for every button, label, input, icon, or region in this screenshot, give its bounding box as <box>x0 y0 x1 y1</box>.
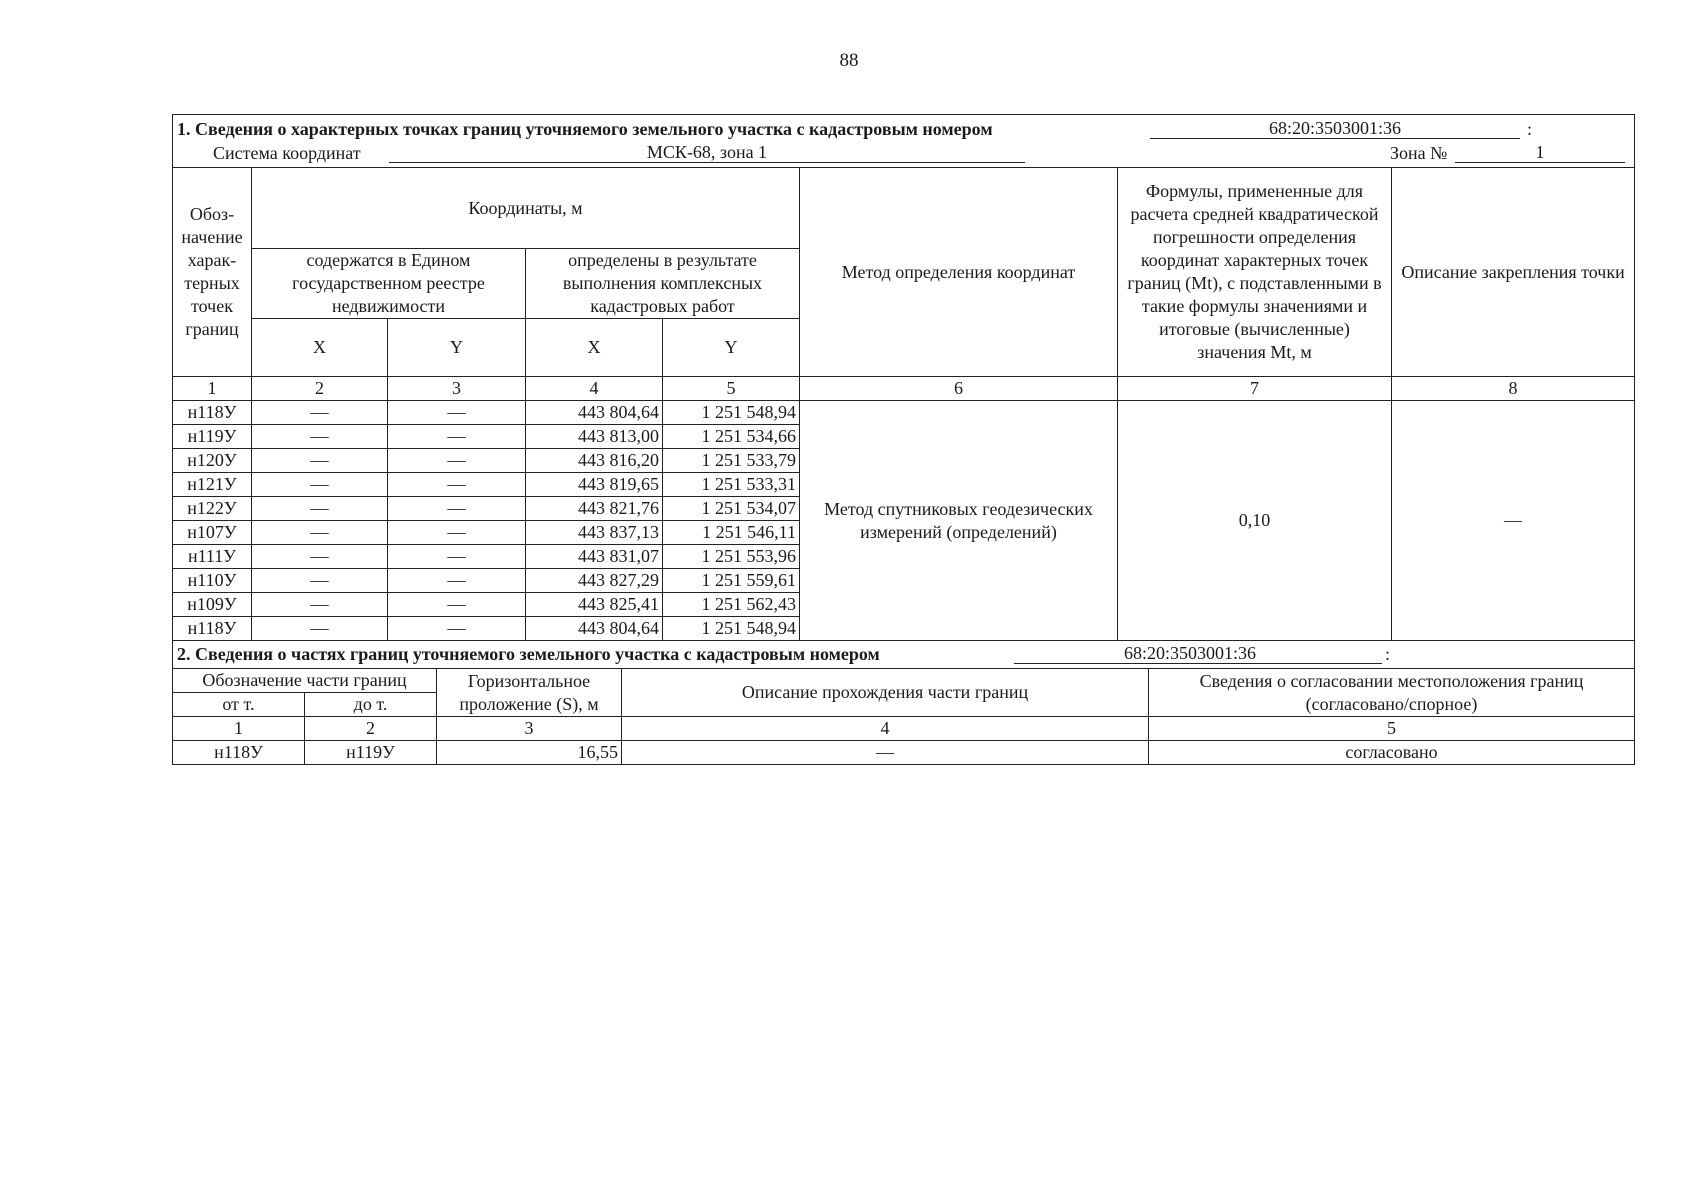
section2-cadastral-number: 68:20:3503001:36 <box>1014 643 1382 664</box>
col-number: 3 <box>437 717 622 741</box>
point-id: н111У <box>173 545 252 569</box>
horizontal-distance: 16,55 <box>437 741 622 765</box>
x-determined: 443 837,13 <box>526 521 663 545</box>
y-egrn: — <box>388 449 526 473</box>
header-formulas: Формулы, примененные для расчета средней квадратической погрешности определения координат характерных точек границ (Mt), с подставленными в такие формулы значениями и итоговые (вычисленные) значения Mt, м <box>1118 168 1392 377</box>
x-egrn: — <box>252 617 388 641</box>
point-id: н122У <box>173 497 252 521</box>
header-x1: X <box>252 319 388 377</box>
y-egrn: — <box>388 617 526 641</box>
table-row <box>173 401 1635 425</box>
point-id: н118У <box>173 401 252 425</box>
col-number: 4 <box>622 717 1149 741</box>
x-determined: 443 819,65 <box>526 473 663 497</box>
header-part-designation: Обозначение части границ <box>173 669 437 693</box>
x-egrn: — <box>252 497 388 521</box>
point-id: н118У <box>173 617 252 641</box>
method-value: Метод спутниковых геодезических измерений (определений) <box>800 401 1118 641</box>
x-egrn: — <box>252 593 388 617</box>
x-egrn: — <box>252 521 388 545</box>
section2-table <box>172 640 1635 765</box>
point-id: н119У <box>173 425 252 449</box>
col-number: 1 <box>173 717 305 741</box>
x-egrn: — <box>252 569 388 593</box>
page-number: 88 <box>839 50 859 71</box>
x-egrn: — <box>252 425 388 449</box>
header-y1: Y <box>388 319 526 377</box>
y-egrn: — <box>388 401 526 425</box>
coord-system-label: Система координат <box>213 143 361 163</box>
y-determined: 1 251 534,66 <box>663 425 800 449</box>
header-to: до т. <box>305 693 437 717</box>
y-egrn: — <box>388 521 526 545</box>
col-number: 2 <box>252 377 388 401</box>
from-point: н118У <box>173 741 305 765</box>
section2-title: 2. Сведения о частях границ уточняемого земельного участка с кадастровым номером <box>177 643 880 664</box>
y-egrn: — <box>388 545 526 569</box>
x-determined: 443 821,76 <box>526 497 663 521</box>
col-number: 4 <box>526 377 663 401</box>
section1-cadastral-number: 68:20:3503001:36 <box>1150 118 1520 139</box>
section1-title-row <box>173 115 1635 142</box>
section1-title: 1. Сведения о характерных точках границ уточняемого земельного участка с кадастровым номером <box>177 118 993 139</box>
col-number: 1 <box>173 377 252 401</box>
section1-column-numbers <box>173 377 1635 401</box>
y-determined: 1 251 559,61 <box>663 569 800 593</box>
y-determined: 1 251 533,31 <box>663 473 800 497</box>
header-description: Описание прохождения части границ <box>622 669 1149 717</box>
agreement-status: согласовано <box>1149 741 1635 765</box>
col-number: 5 <box>1149 717 1635 741</box>
x-determined: 443 804,64 <box>526 401 663 425</box>
fixing-value: — <box>1392 401 1635 641</box>
section1-colon: : <box>1527 118 1533 139</box>
x-determined: 443 831,07 <box>526 545 663 569</box>
header-x2: X <box>526 319 663 377</box>
point-id: н109У <box>173 593 252 617</box>
y-determined: 1 251 534,07 <box>663 497 800 521</box>
part-description: — <box>622 741 1149 765</box>
header-coordinates: Координаты, м <box>252 168 800 249</box>
col-number: 8 <box>1392 377 1635 401</box>
x-egrn: — <box>252 545 388 569</box>
header-horizontal: Горизонтальное проложение (S), м <box>437 669 622 717</box>
header-in-egrn: содержатся в Едином государственном реестре недвижимости <box>252 249 526 319</box>
col-number: 2 <box>305 717 437 741</box>
col-number: 7 <box>1118 377 1392 401</box>
y-egrn: — <box>388 569 526 593</box>
x-determined: 443 804,64 <box>526 617 663 641</box>
y-determined: 1 251 548,94 <box>663 401 800 425</box>
header-from: от т. <box>173 693 305 717</box>
y-determined: 1 251 562,43 <box>663 593 800 617</box>
y-egrn: — <box>388 425 526 449</box>
y-egrn: — <box>388 473 526 497</box>
boundary-points-form <box>172 114 1634 765</box>
section2-column-numbers <box>173 717 1635 741</box>
x-determined: 443 813,00 <box>526 425 663 449</box>
to-point: н119У <box>305 741 437 765</box>
point-id: н107У <box>173 521 252 545</box>
point-id: н110У <box>173 569 252 593</box>
coord-system-row <box>173 141 1635 168</box>
x-determined: 443 816,20 <box>526 449 663 473</box>
col-number: 5 <box>663 377 800 401</box>
header-fixing: Описание закрепления точки <box>1392 168 1635 377</box>
header-designation: Обоз-начение харак-терных точек границ <box>173 168 252 377</box>
table-row <box>173 741 1635 765</box>
header-determined: определены в результате выполнения комплексных кадастровых работ <box>526 249 800 319</box>
x-egrn: — <box>252 473 388 497</box>
y-determined: 1 251 548,94 <box>663 617 800 641</box>
mt-value: 0,10 <box>1118 401 1392 641</box>
section2-colon: : <box>1385 643 1391 664</box>
section1-table <box>172 114 1635 641</box>
y-determined: 1 251 546,11 <box>663 521 800 545</box>
zone-label: Зона № <box>1390 143 1448 163</box>
x-egrn: — <box>252 401 388 425</box>
x-determined: 443 827,29 <box>526 569 663 593</box>
x-determined: 443 825,41 <box>526 593 663 617</box>
col-number: 6 <box>800 377 1118 401</box>
header-y2: Y <box>663 319 800 377</box>
header-method: Метод определения координат <box>800 168 1118 377</box>
y-determined: 1 251 553,96 <box>663 545 800 569</box>
point-id: н120У <box>173 449 252 473</box>
section2-title-row <box>173 641 1635 669</box>
col-number: 3 <box>388 377 526 401</box>
coord-system-value: МСК-68, зона 1 <box>389 142 1025 163</box>
header-agreement: Сведения о согласовании местоположения границ (согласовано/спорное) <box>1149 669 1635 717</box>
y-egrn: — <box>388 497 526 521</box>
y-determined: 1 251 533,79 <box>663 449 800 473</box>
zone-value: 1 <box>1455 142 1625 163</box>
x-egrn: — <box>252 449 388 473</box>
point-id: н121У <box>173 473 252 497</box>
y-egrn: — <box>388 593 526 617</box>
